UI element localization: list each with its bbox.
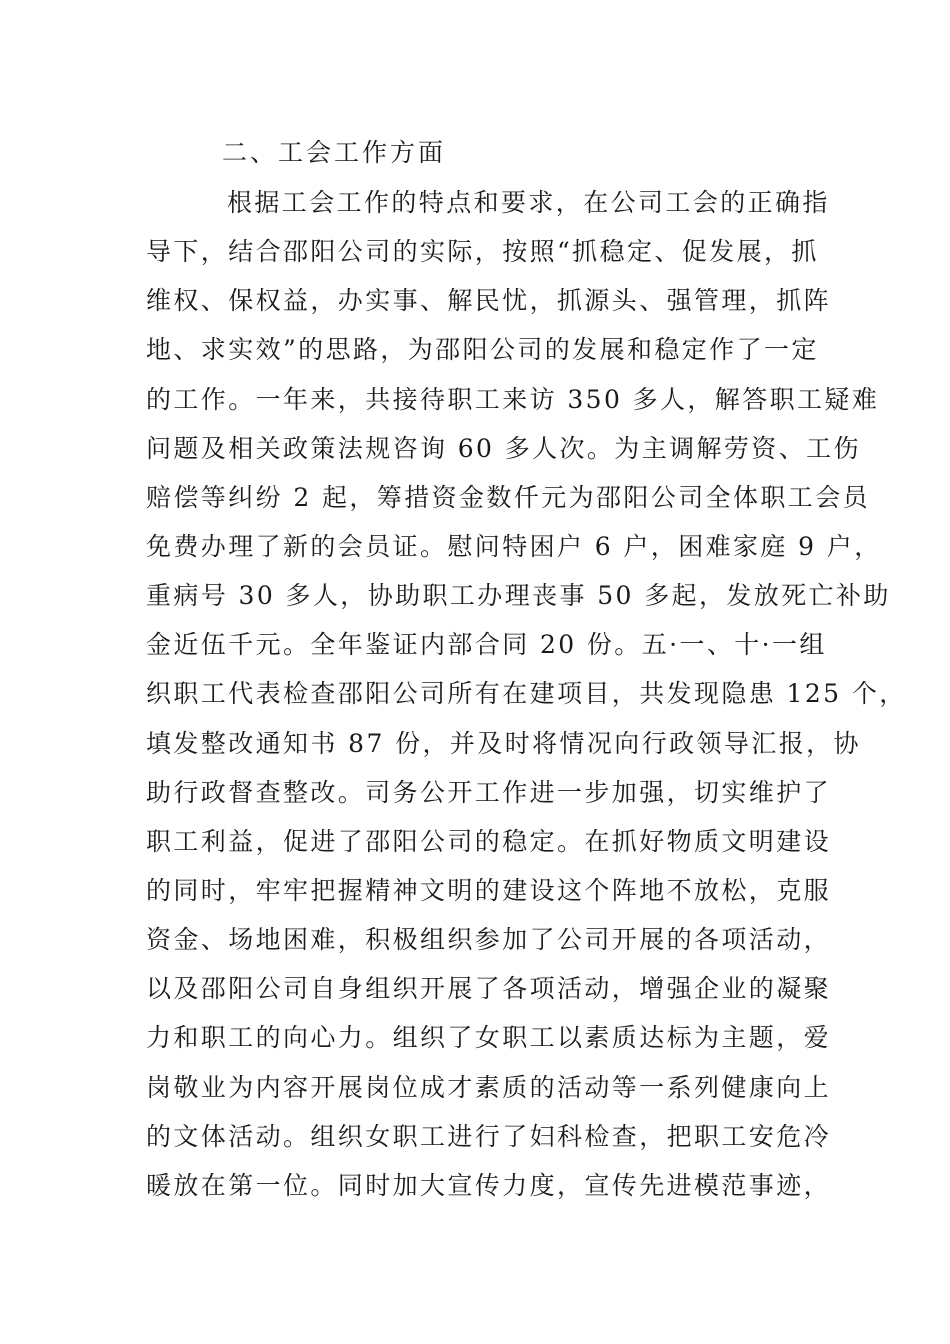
paragraph-line: 免费办理了新的会员证。慰问特困户 6 户，困难家庭 9 户， — [146, 531, 882, 561]
paragraph-line: 力和职工的向心力。组织了女职工以素质达标为主题，爱 — [146, 1023, 832, 1053]
paragraph-line: 的工作。一年来，共接待职工来访 350 多人，解答职工疑难 — [146, 384, 880, 414]
paragraph-line: 的同时，牢牢把握精神文明的建设这个阵地不放松，克服 — [146, 875, 832, 905]
body-paragraph — [146, 178, 907, 1210]
paragraph-line: 根据工会工作的特点和要求，在公司工会的正确指 — [227, 188, 830, 217]
paragraph-line: 导下，结合邵阳公司的实际，按照“抓稳定、促发展，抓 — [146, 237, 819, 267]
paragraph-line: 填发整改通知书 87 份，并及时将情况向行政领导汇报，协 — [146, 728, 861, 758]
paragraph-line: 的文体活动。组织女职工进行了妇科检查，把职工安危冷 — [146, 1121, 832, 1151]
paragraph-line: 助行政督查整改。司务公开工作进一步加强，切实维护了 — [146, 777, 832, 807]
paragraph-line: 重病号 30 多人，协助职工办理丧事 50 多起，发放死亡补助 — [146, 581, 891, 611]
paragraph-line: 织职工代表检查邵阳公司所有在建项目，共发现隐患 125 个， — [146, 679, 907, 709]
paragraph-line: 暖放在第一位。同时加大宣传力度，宣传先进模范事迹， — [146, 1170, 832, 1200]
paragraph-line: 岗敬业为内容开展岗位成才素质的活动等一系列健康向上 — [146, 1072, 832, 1102]
paragraph-line: 职工利益，促进了邵阳公司的稳定。在抓好物质文明建设 — [146, 826, 832, 856]
paragraph-line: 赔偿等纠纷 2 起，筹措资金数仟元为邵阳公司全体职工会员 — [146, 482, 871, 512]
section-heading: 二、工会工作方面 — [222, 138, 447, 167]
paragraph-line: 资金、场地困难，积极组织参加了公司开展的各项活动， — [146, 925, 832, 955]
paragraph-line: 以及邵阳公司自身组织开展了各项活动，增强企业的凝聚 — [146, 974, 832, 1004]
paragraph-line: 问题及相关政策法规咨询 60 多人次。为主调解劳资、工伤 — [146, 433, 861, 463]
paragraph-line: 维权、保权益，办实事、解民忧，抓源头、强管理，抓阵 — [146, 286, 832, 316]
paragraph-line: 地、求实效”的思路，为邵阳公司的发展和稳定作了一定 — [146, 335, 819, 365]
paragraph-line: 金近伍千元。全年鉴证内部合同 20 份。五·一、十·一组 — [146, 630, 827, 660]
